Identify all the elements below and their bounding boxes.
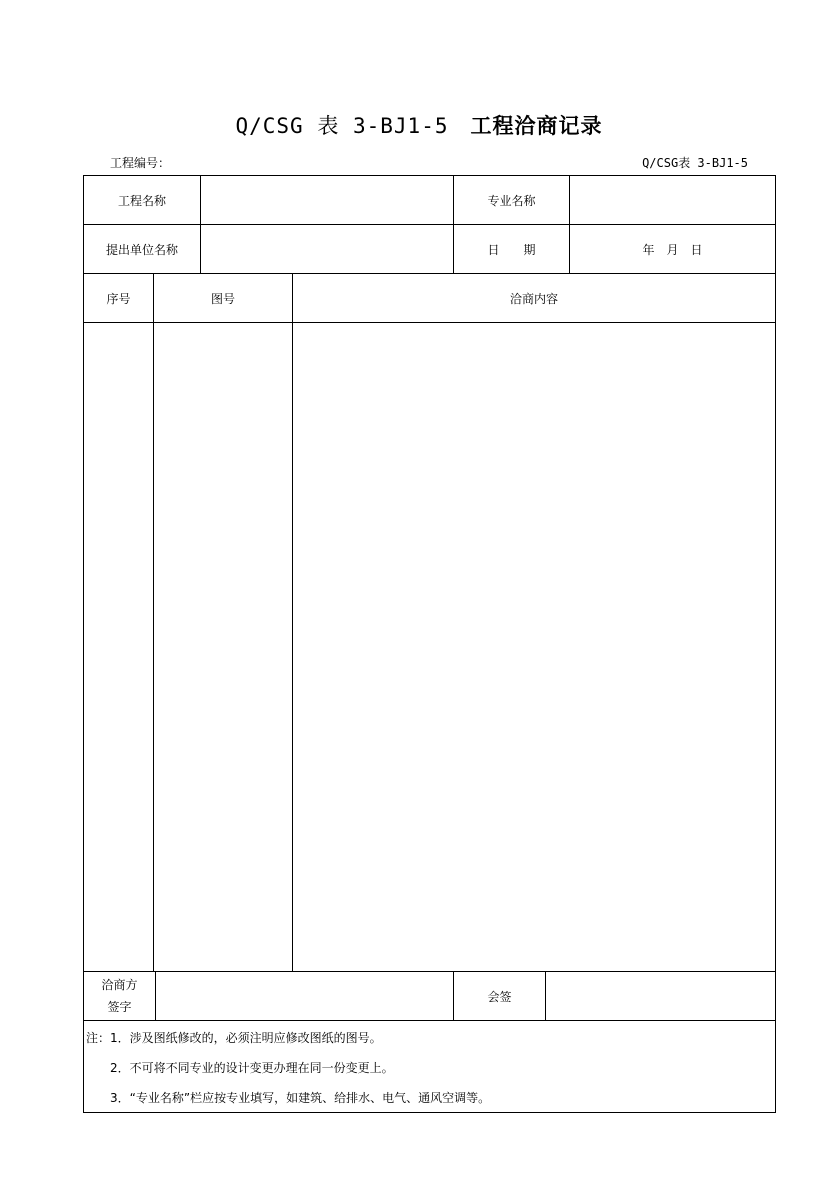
note-1: 注：1．涉及图纸修改的，必须注明应修改图纸的图号。 <box>86 1031 382 1045</box>
date-field[interactable]: 年 月 日 <box>642 242 703 257</box>
seq-header: 序号 <box>106 291 131 306</box>
drawing-no-header: 图号 <box>210 291 235 306</box>
party-label-line1: 洽商方 <box>101 978 138 992</box>
party-label-line2: 签字 <box>107 1000 132 1014</box>
party-signature-field[interactable] <box>156 972 453 1020</box>
submitter-label: 提出单位名称 <box>105 242 178 257</box>
content-column-body[interactable] <box>293 323 775 971</box>
project-name-field[interactable] <box>201 176 453 224</box>
discipline-label: 专业名称 <box>487 193 536 208</box>
document-title <box>0 110 838 140</box>
title-name: 工程洽商记录 <box>470 114 603 138</box>
form-code: Q/CSG表 3-BJ1-5 <box>642 156 748 170</box>
project-name-label: 工程名称 <box>117 193 166 208</box>
drawing-no-column-body[interactable] <box>154 323 292 971</box>
content-header: 洽商内容 <box>509 291 558 306</box>
date-label: 日 期 <box>487 242 536 257</box>
negotiation-record-form <box>83 175 776 1113</box>
countersign-field[interactable] <box>546 972 775 1020</box>
row-divider <box>84 1020 775 1021</box>
negotiating-party-signature-label <box>84 972 155 1020</box>
countersign-label: 会签 <box>487 989 512 1004</box>
title-code: Q/CSG 表 3-BJ1-5 <box>235 114 449 138</box>
note-3: 3．“专业名称”栏应按专业填写，如建筑、给排水、电气、通风空调等。 <box>110 1091 491 1105</box>
submitter-field[interactable] <box>201 225 453 273</box>
seq-column-body[interactable] <box>84 323 153 971</box>
note-2: 2．不可将不同专业的设计变更办理在同一份变更上。 <box>110 1061 394 1075</box>
discipline-field[interactable] <box>570 176 775 224</box>
project-number-label: 工程编号： <box>110 156 171 170</box>
